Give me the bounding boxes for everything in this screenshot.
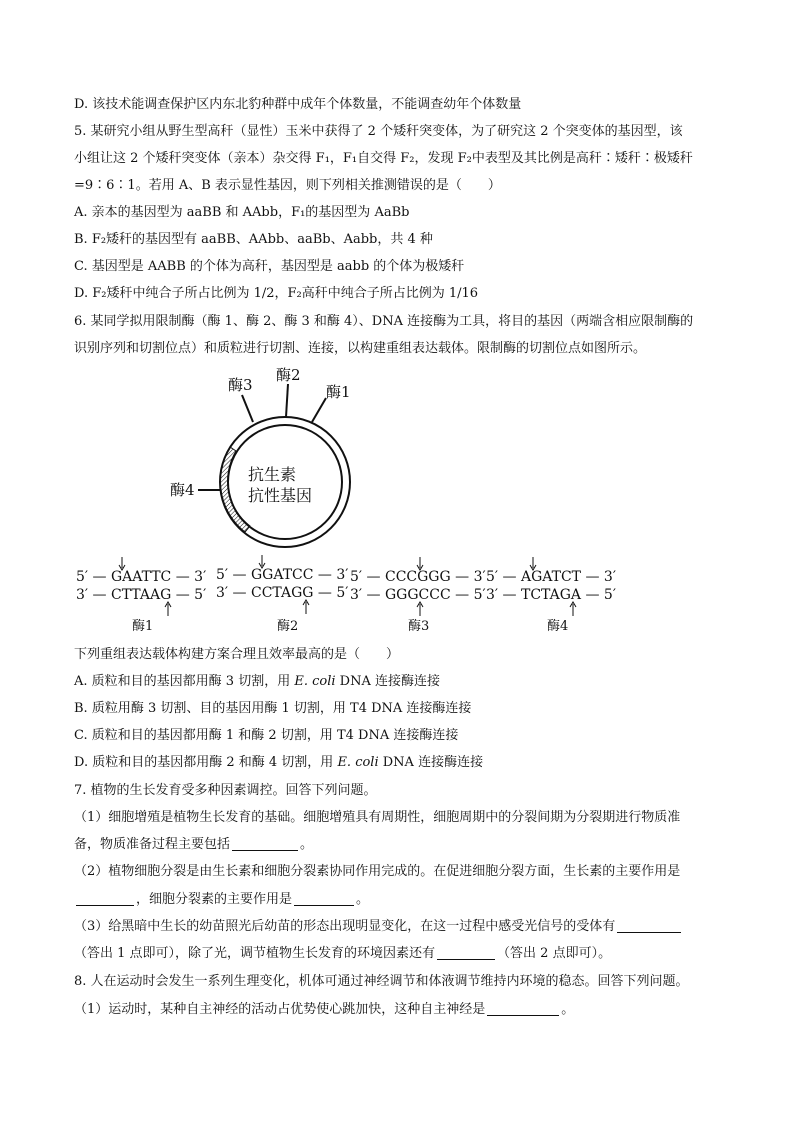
site-enzyme1 bbox=[76, 557, 206, 634]
q7-part3-blank2[interactable] bbox=[437, 945, 495, 960]
q6-stem-line2: 识别序列和切割位点）和质粒进行切割、连接，以构建重组表达载体。限制酶的切割位点如图所示。 bbox=[74, 341, 647, 356]
q6-option-d bbox=[74, 754, 483, 772]
site3-top-strand: 5′ — CCCGGG — 3′ bbox=[350, 569, 486, 585]
site2-top-strand: 5′ — GGATCC — 3′ bbox=[216, 567, 349, 583]
label-enzyme1: 酶1 bbox=[326, 383, 351, 401]
plasmid-figure bbox=[150, 362, 390, 557]
q7-part1-text: 备，物质准备过程主要包括 bbox=[74, 837, 231, 852]
site4-enzyme-name: 酶4 bbox=[547, 619, 569, 634]
q8-part1 bbox=[74, 1001, 574, 1019]
q6-stem-line1: 6. 某同学拟用限制酶（酶 1、酶 2、酶 3 和酶 4）、DNA 连接酶为工具，将目的基因（两端含相应限制酶的 bbox=[74, 314, 694, 329]
q7-part3-line1 bbox=[74, 918, 683, 936]
q6-d-pre: D. 质粒和目的基因都用酶 2 和酶 4 切割，用 bbox=[74, 755, 338, 770]
q6-d-species: E. coli bbox=[337, 755, 379, 770]
q7-part2-blank1[interactable] bbox=[76, 891, 134, 906]
q7-part3-text: （3）给黑暗中生长的幼苗照光后幼苗的形态出现明显变化，在这一过程中感受光信号的受体有 bbox=[74, 919, 616, 934]
site-tick-enzyme1 bbox=[312, 398, 326, 422]
q7-part3-post: （答出 2 点即可）。 bbox=[497, 946, 612, 961]
site3-enzyme-name: 酶3 bbox=[408, 619, 430, 634]
gene-label-line2: 抗性基因 bbox=[248, 486, 313, 505]
q7-part2-line1: （2）植物细胞分裂是由生长素和细胞分裂素协同作用完成的。在促进细胞分裂方面，生长素的主要作用是 bbox=[74, 864, 681, 879]
q7-part1-blank[interactable] bbox=[232, 836, 298, 851]
site2-bottom-strand: 3′ — CCTAGG — 5′ bbox=[216, 585, 349, 601]
site-enzyme3 bbox=[350, 557, 486, 634]
site2-enzyme-name: 酶2 bbox=[277, 619, 299, 634]
q7-part2-end: 。 bbox=[356, 892, 370, 907]
q8-stem: 8. 人在运动时会发生一系列生理变化，机体可通过神经调节和体液调节维持内环境的稳态。回答下列问题。 bbox=[74, 974, 689, 989]
label-enzyme4: 酶4 bbox=[170, 481, 195, 499]
q6-a-post: DNA 连接酶连接 bbox=[335, 674, 440, 689]
q7-part1-line1: （1）细胞增殖是植物生长发育的基础。细胞增殖具有周期性，细胞周期中的分裂间期为分裂期进行物质准 bbox=[74, 810, 681, 825]
q5-stem-line1: 5. 某研究小组从野生型高秆（显性）玉米中获得了 2 个矮秆突变体，为了研究这 2 个突变体的基因型，该 bbox=[74, 124, 683, 139]
site-tick-enzyme3 bbox=[242, 395, 253, 422]
q6-d-post: DNA 连接酶连接 bbox=[378, 755, 484, 770]
site3-bottom-strand: 3′ — GGGCCC — 5′ bbox=[350, 587, 486, 603]
label-enzyme2: 酶2 bbox=[276, 366, 301, 384]
site1-bottom-strand: 3′ — CTTAAG — 5′ bbox=[76, 587, 207, 603]
site-tick-enzyme2 bbox=[286, 384, 288, 417]
q7-part2-blank2[interactable] bbox=[294, 891, 354, 906]
q5-option-b: B. F₂矮秆的基因型有 aaBB、AAbb、aaBb、Aabb，共 4 种 bbox=[74, 232, 433, 247]
q7-part2-mid: ，细胞分裂素的主要作用是 bbox=[136, 892, 293, 907]
q5-option-d: D. F₂矮秆中纯合子所占比例为 1/2，F₂高秆中纯合子所占比例为 1/16 bbox=[74, 286, 479, 301]
site4-top-strand: 5′ — AGATCT — 3′ bbox=[486, 569, 616, 585]
resistance-gene-band bbox=[220, 447, 250, 532]
q7-part1-line2 bbox=[74, 836, 313, 854]
site4-bottom-strand: 3′ — TCTAGA — 5′ bbox=[486, 587, 616, 603]
q8-part1-blank[interactable] bbox=[487, 1001, 559, 1016]
q5-option-a: A. 亲本的基因型为 aaBB 和 AAbb，F₁的基因型为 AaBb bbox=[74, 205, 410, 220]
site1-enzyme-name: 酶1 bbox=[132, 619, 154, 634]
q7-stem: 7. 植物的生长发育受多种因素调控。回答下列问题。 bbox=[74, 783, 377, 798]
q6-stem-line3: 下列重组表达载体构建方案合理且效率最高的是（ ） bbox=[74, 647, 400, 662]
site-enzyme4 bbox=[486, 557, 616, 634]
restriction-sites-figure bbox=[70, 552, 630, 637]
q6-a-species: E. coli bbox=[294, 674, 336, 689]
q5-stem-line3: =9∶6∶1。若用 A、B 表示显性基因，则下列相关推测错误的是（ ） bbox=[74, 178, 501, 193]
gene-label-line1: 抗生素 bbox=[248, 465, 297, 484]
q7-part1-end: 。 bbox=[300, 837, 314, 852]
q6-option-c: C. 质粒和目的基因都用酶 1 和酶 2 切割，用 T4 DNA 连接酶连接 bbox=[74, 728, 459, 743]
q5-stem-line2: 小组让这 2 个矮秆突变体（亲本）杂交得 F₁，F₁自交得 F₂，发现 F₂中表型及其比例是高秆∶矮秆∶极矮秆 bbox=[74, 151, 693, 166]
q6-a-pre: A. 质粒和目的基因都用酶 3 切割，用 bbox=[74, 674, 295, 689]
q7-part3-line2 bbox=[74, 945, 611, 963]
q8-part1-end: 。 bbox=[561, 1002, 575, 1017]
q7-part3-pre: （答出 1 点即可），除了光，调节植物生长发育的环境因素还有 bbox=[74, 946, 436, 961]
site-enzyme2 bbox=[216, 555, 348, 634]
q7-part2-line2 bbox=[74, 891, 369, 909]
q6-option-b: B. 质粒用酶 3 切割、目的基因用酶 1 切割，用 T4 DNA 连接酶连接 bbox=[74, 701, 472, 716]
q6-option-a bbox=[74, 673, 440, 691]
q8-part1-text: （1）运动时，某种自主神经的活动占优势使心跳加快，这种自主神经是 bbox=[74, 1002, 486, 1017]
site1-top-strand: 5′ — GAATTC — 3′ bbox=[76, 569, 207, 585]
label-enzyme3: 酶3 bbox=[228, 376, 253, 394]
q4-option-d: D. 该技术能调查保护区内东北豹种群中成年个体数量，不能调查幼年个体数量 bbox=[74, 97, 522, 112]
q5-option-c: C. 基因型是 AABB 的个体为高秆，基因型是 aabb 的个体为极矮秆 bbox=[74, 259, 465, 274]
q7-part3-blank1[interactable] bbox=[617, 918, 681, 933]
